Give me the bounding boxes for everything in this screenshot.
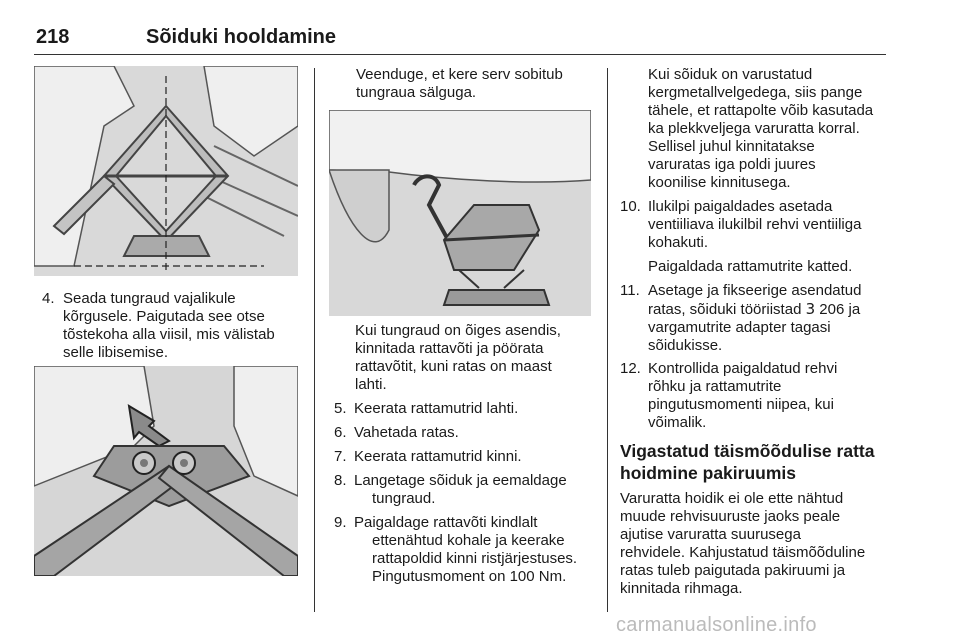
step-text-line: Paigaldage rattavõti kindlalt (354, 514, 538, 531)
step-text-line: Asetage ja fikseerige asendatud (648, 282, 862, 299)
step-9 (334, 514, 600, 586)
alloy-wheel-note (648, 66, 888, 192)
step-text-line: vargamutrite adapter tagasi (648, 319, 831, 336)
step-number: 5. (334, 400, 347, 417)
text-line: ratas tuleb paigutada pakiruumi ja (620, 562, 846, 579)
section-heading (620, 440, 888, 484)
step-text-line: ventiiliava ilukilbil rehvi ventiiliga (648, 216, 862, 233)
step-text-line: ettenähtud kohale ja keerake (372, 532, 565, 549)
step-number: 6. (334, 424, 347, 441)
text-line: Kui sõiduk on varustatud (648, 66, 813, 83)
step-12 (620, 360, 888, 432)
text-line: muude rehvisuuruste jaoks peale (620, 508, 841, 525)
step-text-line: sõidukisse. (648, 337, 723, 354)
step-number: 7. (334, 448, 347, 465)
text-line: kinnitada rihmaga. (620, 580, 743, 597)
step-7 (334, 448, 600, 466)
step-4 (42, 290, 302, 362)
step-text-line (648, 300, 861, 319)
step-extra-text: Paigaldada rattamutrite katted. (648, 258, 853, 275)
step-text-line: tõstekoha alla viisil, mis välistab (63, 326, 275, 343)
step-text-line: kõrgusele. Paigutada see otse (63, 308, 265, 325)
text-line: Veenduge, et kere serv sobitub (356, 66, 563, 83)
step-6 (334, 424, 600, 442)
step-text-line: Keerata rattamutrid kinni. (354, 448, 522, 465)
step-11 (620, 282, 888, 354)
step-text-line: rõhku ja rattamutrite (648, 378, 782, 395)
text-line: ka plekkveljega varuratta korral. (648, 120, 860, 137)
text-line: kergmetallvelgedega, siis pange (648, 84, 863, 101)
step-number: 11. (620, 282, 640, 299)
wrench-instruction (355, 322, 600, 394)
watermark: carmanualsonline.info (616, 614, 817, 636)
wrench-on-jack-illustration (329, 110, 591, 316)
step-5 (334, 400, 600, 418)
text-line: tungraua sälguga. (356, 84, 477, 101)
step-text-line: Ilukilpi paigaldades asetada (648, 198, 833, 215)
text-line: tähele, et rattapolte võib kasutada (648, 102, 874, 119)
text-line: varuratas iga poldi juures (648, 156, 816, 173)
step-text-line: pingutusmomenti niipea, kui (648, 396, 834, 413)
page-reference-number: 206 ja (815, 301, 861, 318)
page-number: 218 (36, 26, 70, 48)
page-reference-icon: 3 (805, 300, 816, 318)
step-text-line: Kontrollida paigaldatud rehvi (648, 360, 838, 377)
text-line: rattavõtit, kuni ratas on maast (355, 358, 552, 375)
step-text-line: Seada tungraud vajalikule (63, 290, 236, 307)
text-line: Kui tungraud on õiges asendis, (355, 322, 561, 339)
step-number: 9. (334, 514, 347, 531)
step-text-line: kohakuti. (648, 234, 709, 251)
step-text-line: rattapoldid kinni ristjärjestuses. (372, 550, 578, 567)
step-10 (620, 198, 888, 288)
step-text-line: Pingutusmoment on 100 Nm. (372, 568, 567, 585)
heading-line: Vigastatud täismõõdulise ratta (620, 441, 875, 461)
step-number: 10. (620, 198, 641, 215)
intro-text (356, 66, 601, 102)
page-header (34, 26, 886, 52)
jack-head-illustration (34, 366, 298, 576)
text-line: Varuratta hoidik ei ole ette nähtud (620, 490, 844, 507)
step-number: 4. (42, 290, 55, 307)
text-line: lahti. (355, 376, 387, 393)
step-text-line: selle libisemise. (63, 344, 169, 361)
text-line: kinnitada rattavõti ja pöörata (355, 340, 544, 357)
chapter-title: Sõiduki hooldamine (146, 26, 337, 48)
column-divider (314, 68, 315, 612)
storage-paragraph (620, 490, 888, 598)
step-number: 12. (620, 360, 641, 377)
text-line: rehvidele. Kahjustatud täismõõduline (620, 544, 866, 561)
step-8 (334, 472, 600, 508)
step-text-line: Keerata rattamutrid lahti. (354, 400, 519, 417)
step-text-line: võimalik. (648, 414, 707, 431)
step-text-line: tungraud. (372, 490, 436, 507)
text-line: ajutise varuratta suurusega (620, 526, 801, 543)
step-number: 8. (334, 472, 347, 489)
step-text-line: Vahetada ratas. (354, 424, 459, 441)
header-rule (34, 54, 886, 55)
scissor-jack-illustration (34, 66, 298, 276)
text-line: Sellisel juhul kinnitatakse (648, 138, 815, 155)
heading-line: hoidmine pakiruumis (620, 463, 796, 483)
step-text-segment: ratas, sõiduki tööriistad (648, 301, 806, 318)
step-text-line: Langetage sõiduk ja eemaldage (354, 472, 567, 489)
column-divider (607, 68, 608, 612)
text-line: koonilise kinnitusega. (648, 174, 791, 191)
